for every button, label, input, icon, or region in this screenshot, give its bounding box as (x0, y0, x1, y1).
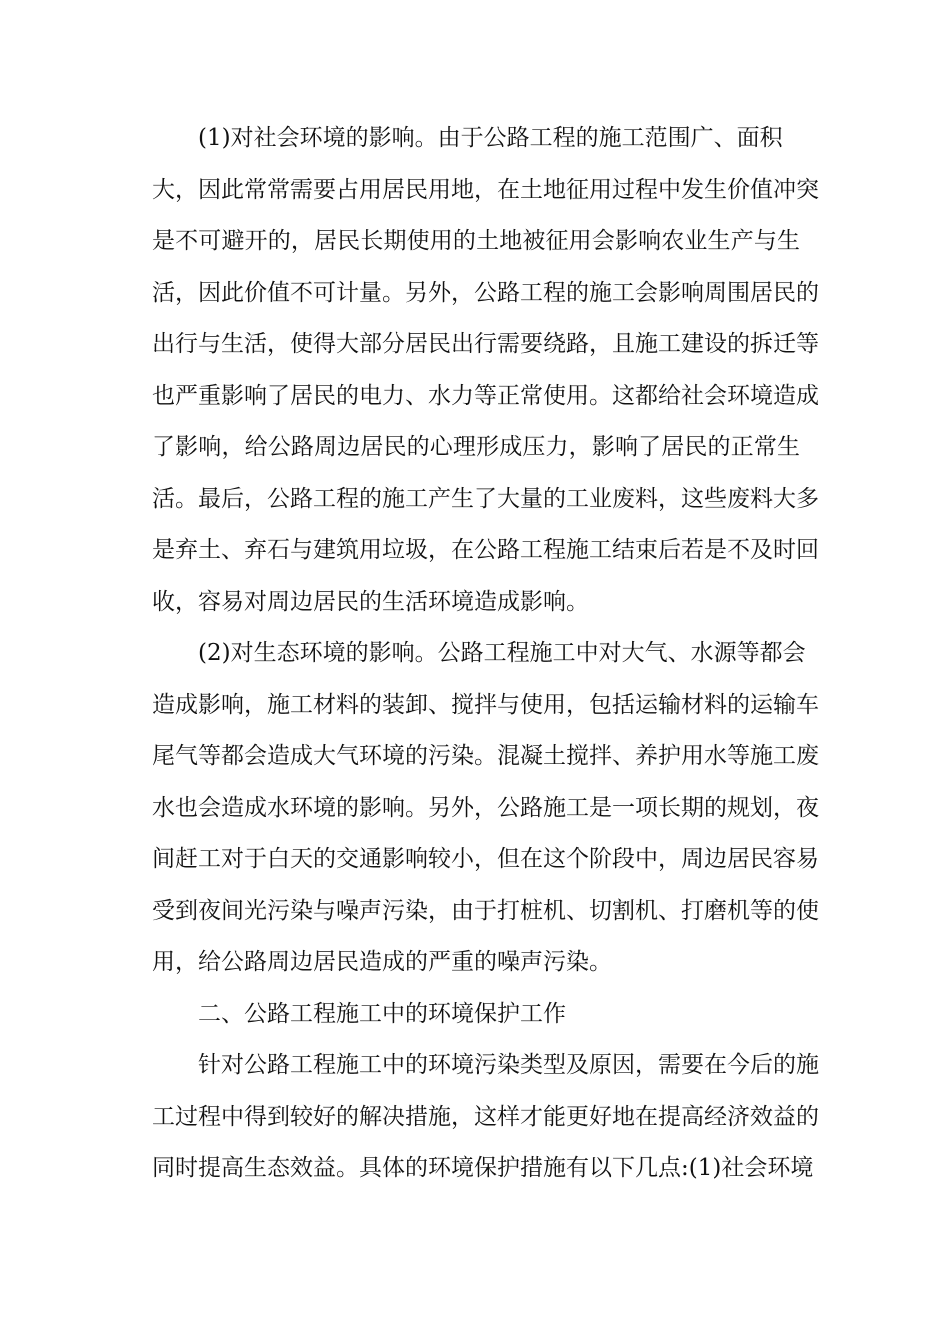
text-line: 间赶工对于白天的交通影响较小，但在这个阶段中，周边居民容易 (152, 846, 819, 872)
paragraph-social-impact (152, 113, 819, 628)
text-line: 活，因此价值不可计量。另外，公路工程的施工会影响周围居民的 (152, 279, 819, 306)
text-line: 同时提高生态效益。具体的环境保护措施有以下几点:(1)社会环境 (152, 1155, 814, 1181)
text-line: 用，给公路周边居民造成的严重的噪声污染。 (152, 949, 612, 975)
text-line: 是不可避开的，居民长期使用的土地被征用会影响农业生产与生 (152, 228, 800, 254)
text-line: (2)对生态环境的影响。公路工程施工中对大气、水源等都会 (198, 640, 806, 666)
text-line: 也严重影响了居民的电力、水力等正常使用。这都给社会环境造成 (152, 382, 819, 409)
text-line: 针对公路工程施工中的环境污染类型及原因，需要在今后的施 (198, 1052, 819, 1078)
text-line: 出行与生活，使得大部分居民出行需要绕路，且施工建设的拆迁等 (152, 331, 819, 357)
text-line: 大，因此常常需要占用居民用地，在土地征用过程中发生价值冲突 (152, 176, 819, 203)
text-line: 活。最后，公路工程的施工产生了大量的工业废料，这些废料大多 (152, 485, 819, 512)
text-line: 尾气等都会造成大气环境的污染。混凝土搅拌、养护用水等施工废 (152, 743, 819, 769)
paragraph-protection-intro (152, 1040, 819, 1195)
text-line: 水也会造成水环境的影响。另外，公路施工是一项长期的规划，夜 (152, 794, 819, 821)
text-line: 了影响，给公路周边居民的心理形成压力，影响了居民的正常生 (152, 434, 800, 460)
section-heading (152, 989, 800, 1041)
text-line: 是弃土、弃石与建筑用垃圾，在公路工程施工结束后若是不及时回 (152, 537, 819, 563)
text-line: 工过程中得到较好的解决措施，这样才能更好地在提高经济效益的 (152, 1103, 819, 1130)
text-line: (1)对社会环境的影响。由于公路工程的施工范围广、面积 (198, 125, 783, 151)
paragraph-ecological-impact (152, 628, 819, 989)
heading-text: 二、公路工程施工中的环境保护工作 (198, 1000, 566, 1027)
text-line: 造成影响，施工材料的装卸、搅拌与使用，包括运输材料的运输车 (152, 691, 819, 718)
text-line: 收，容易对周边居民的生活环境造成影响。 (152, 588, 589, 615)
document-body (152, 113, 819, 1195)
text-line: 受到夜间光污染与噪声污染，由于打桩机、切割机、打磨机等的使 (152, 897, 819, 924)
